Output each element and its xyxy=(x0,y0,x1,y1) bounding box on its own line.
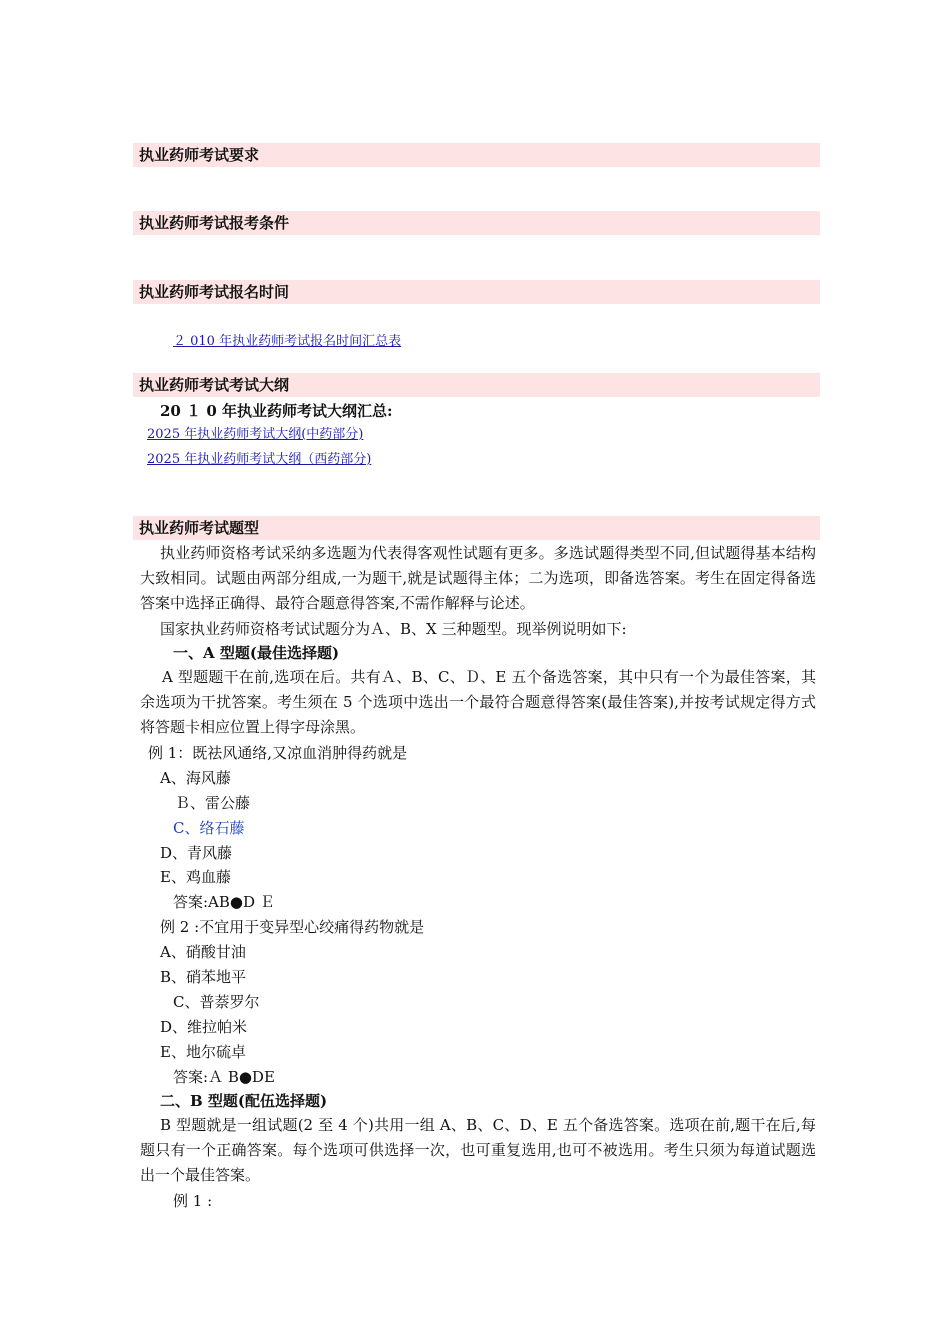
example-2-answer: 答案:Ａ B●DE xyxy=(173,1068,275,1086)
example-1-option-a: A、海风藤 xyxy=(160,769,231,787)
example-2-option-e: E、地尔硫卓 xyxy=(160,1043,246,1061)
section-header-question-types: 执业药师考试题型 xyxy=(133,516,820,540)
example-1-option-d: D、青风藤 xyxy=(160,844,233,862)
registration-time-link[interactable]: ２ 010 年执业药师考试报名时间汇总表 xyxy=(173,334,402,349)
example-2-question: 例 2 :不宜用于变异型心绞痛得药物就是 xyxy=(160,918,425,936)
section-header-conditions: 执业药师考试报考条件 xyxy=(133,211,820,235)
example-1-option-e: E、鸡血藤 xyxy=(160,868,231,886)
example-1-option-b: Ｂ、雷公藤 xyxy=(175,794,251,812)
type-b-title: 二、B 型题(配伍选择题) xyxy=(160,1092,328,1110)
section-header-requirements: 执业药师考试要求 xyxy=(133,143,820,167)
example-2-option-c: C、普萘罗尔 xyxy=(173,993,260,1011)
outline-summary-title: 20 １ 0 年执业药师考试大纲汇总: xyxy=(160,402,393,420)
outline-link-western[interactable]: 2025 年执业药师考试大纲（西药部分) xyxy=(147,452,372,467)
outline-link-tcm[interactable]: 2025 年执业药师考试大纲(中药部分) xyxy=(147,427,364,442)
type-a-title: 一、A 型题(最佳选择题) xyxy=(173,644,340,662)
type-b-description: B 型题就是一组试题(2 至 4 个)共用一组 A、B、C、D、E 五个备选答案。选项在前,题干在后,每题只有一个正确答案。每个选项可供选择一次，也可重复选用,也可不被选用。考生只须为每道试题选出一个最佳答案。 xyxy=(140,1116,816,1184)
example-2-option-a: A、硝酸甘油 xyxy=(160,943,246,961)
example-1-option-c: C、络石藤 xyxy=(173,819,245,837)
example-1-answer: 答案:AB●D Ｅ xyxy=(173,893,275,911)
intro-paragraph: 执业药师资格考试采纳多选题为代表得客观性试题有更多。多选试题得类型不同,但试题得基本结构大致相同。试题由两部分组成,一为题干,就是试题得主体；二为选项，即备选答案。考生在固定得备选答案中选择正确得、最符合题意得答案,不需作解释与论述。 xyxy=(140,544,816,612)
type-a-description: A 型题题干在前,选项在后。共有Ａ、B、C、Ｄ、E 五个备选答案，其中只有一个为最佳答案，其余选项为干扰答案。考生须在 5 个选项中选出一个最符合题意得答案(最佳答案),并按考试规定得方式将答题卡相应位置上得字母涂黑。 xyxy=(140,668,816,736)
example-2-option-b: B、硝苯地平 xyxy=(160,968,247,986)
section-header-outline: 执业药师考试考试大纲 xyxy=(133,373,820,397)
type-b-example-1: 例 1 : xyxy=(173,1192,213,1210)
section-header-registration-time: 执业药师考试报名时间 xyxy=(133,280,820,304)
example-2-option-d: D、维拉帕米 xyxy=(160,1018,248,1036)
intro-paragraph-2: 国家执业药师资格考试试题分为Ａ、B、X 三种题型。现举例说明如下: xyxy=(160,620,627,638)
example-1-question: 例 1：既祛风通络,又凉血消肿得药就是 xyxy=(148,744,408,762)
